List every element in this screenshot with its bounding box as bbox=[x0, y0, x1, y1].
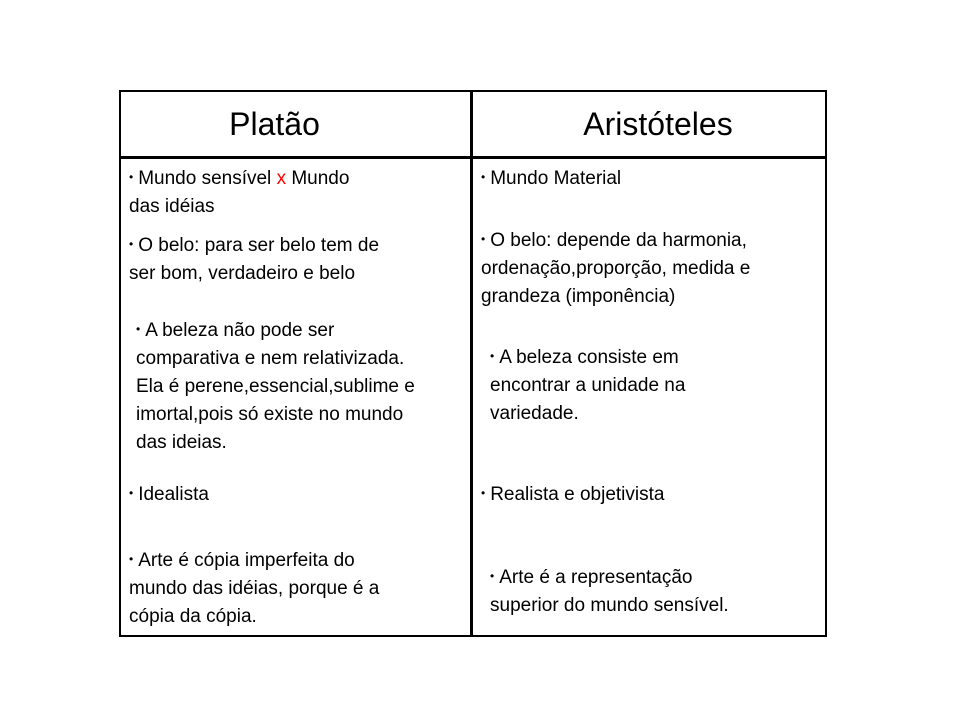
right-item-arte bbox=[490, 562, 729, 620]
left-item-a-beleza bbox=[136, 315, 415, 457]
left-item-3-line1: A beleza não pode ser bbox=[145, 320, 335, 341]
left-item-3-line3: Ela é perene,essencial,sublime e bbox=[136, 376, 415, 397]
bullet-icon: • bbox=[136, 322, 141, 336]
right-item-o-belo bbox=[481, 225, 750, 311]
right-item-3-line2: encontrar a unidade na bbox=[490, 375, 686, 396]
left-item-3-line2: comparativa e nem relativizada. bbox=[136, 348, 405, 369]
bullet-icon: • bbox=[481, 486, 486, 500]
right-item-5-line2: superior do mundo sensível. bbox=[490, 595, 729, 616]
right-item-1-line1: Mundo Material bbox=[490, 168, 622, 189]
left-item-2-line2: ser bom, verdadeiro e belo bbox=[129, 263, 356, 284]
left-item-o-belo bbox=[129, 230, 379, 288]
right-item-a-beleza bbox=[490, 342, 685, 428]
left-item-1-text-b: Mundo bbox=[286, 168, 350, 189]
right-item-3-line3: variedade. bbox=[490, 403, 579, 424]
header-platao bbox=[121, 92, 470, 156]
left-item-5-line2: mundo das idéias, porque é a bbox=[129, 578, 380, 599]
bullet-icon: • bbox=[490, 349, 495, 363]
right-item-4-line1: Realista e objetivista bbox=[490, 484, 665, 505]
left-item-5-line3: cópia da cópia. bbox=[129, 606, 257, 627]
left-item-2-line1: O belo: para ser belo tem de bbox=[138, 235, 380, 256]
column-divider bbox=[470, 90, 473, 637]
left-item-idealista bbox=[129, 479, 209, 509]
bullet-icon: • bbox=[481, 232, 486, 246]
right-item-mundo-material bbox=[481, 163, 621, 193]
left-item-1-x: x bbox=[276, 168, 287, 189]
right-item-3-line1: A beleza consiste em bbox=[499, 347, 679, 368]
bullet-icon: • bbox=[129, 486, 134, 500]
bullet-icon: • bbox=[129, 552, 134, 566]
bullet-icon: • bbox=[129, 170, 134, 184]
left-item-1-line2: das idéias bbox=[129, 196, 215, 217]
left-item-1-text-a: Mundo sensível bbox=[138, 168, 277, 189]
header-aristoteles-label: Aristóteles bbox=[583, 105, 733, 142]
left-item-5-line1: Arte é cópia imperfeita do bbox=[138, 550, 355, 571]
left-item-arte bbox=[129, 545, 379, 631]
header-platao-label: Platão bbox=[229, 105, 320, 142]
bullet-icon: • bbox=[481, 170, 486, 184]
bullet-icon: • bbox=[129, 237, 134, 251]
right-item-2-line3: grandeza (imponência) bbox=[481, 286, 676, 307]
left-item-mundo-sensivel bbox=[129, 163, 349, 221]
right-item-5-line1: Arte é a representação bbox=[499, 567, 693, 588]
left-item-3-line4: imortal,pois só existe no mundo bbox=[136, 404, 404, 425]
header-aristoteles bbox=[473, 92, 825, 156]
right-item-realista bbox=[481, 479, 664, 509]
left-item-4-line1: Idealista bbox=[138, 484, 209, 505]
left-item-3-line5: das ideias. bbox=[136, 432, 227, 453]
header-divider bbox=[119, 156, 827, 159]
bullet-icon: • bbox=[490, 569, 495, 583]
right-item-2-line1: O belo: depende da harmonia, bbox=[490, 230, 747, 251]
right-item-2-line2: ordenação,proporção, medida e bbox=[481, 258, 751, 279]
